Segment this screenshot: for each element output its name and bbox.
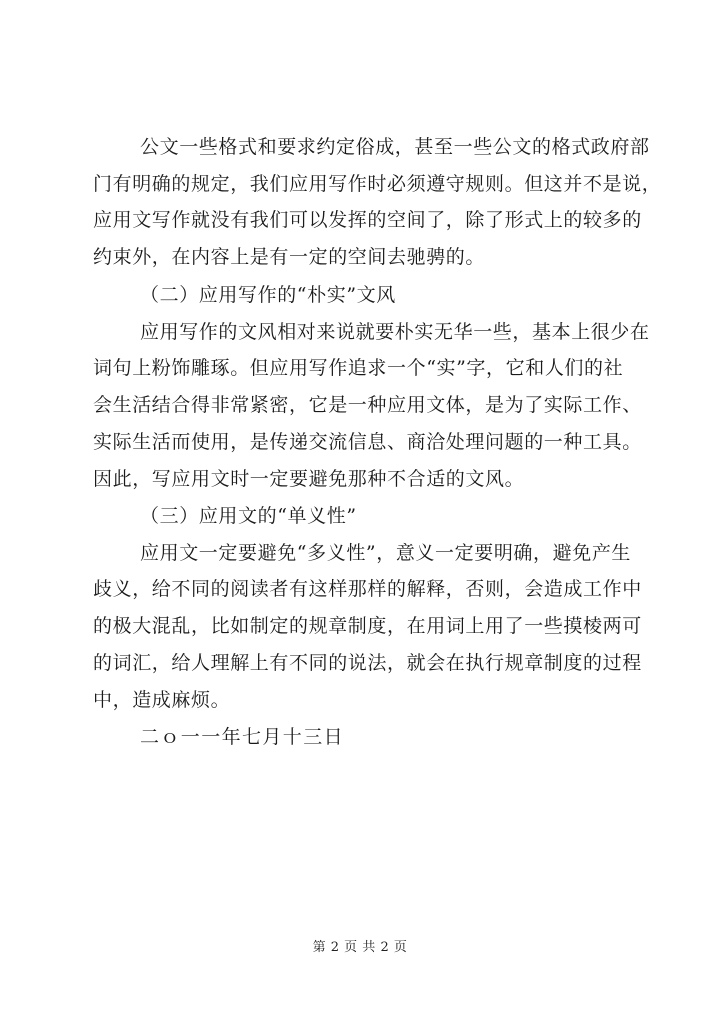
document-date: 二ｏ一一年七月十三日 — [140, 726, 345, 748]
section-heading-2: （二）应用写作的“朴实”文风 — [140, 284, 396, 306]
paragraph-3-line-4: 的词汇，给人理解上有不同的说法，就会在执行规章制度的过程 — [93, 652, 642, 674]
page-footer: 第 2 页 共 2 页 — [312, 940, 408, 955]
paragraph-2-line-4: 实际生活而使用，是传递交流信息、商洽处理问题的一种工具。 — [93, 431, 642, 453]
paragraph-3-line-5: 中，造成麻烦。 — [93, 689, 231, 711]
paragraph-2-line-2: 词句上粉饰雕琢。但应用写作追求一个“实”字，它和人们的社 — [93, 357, 624, 379]
paragraph-1-line-4: 约束外，在内容上是有一定的空间去驰骋的。 — [93, 246, 486, 268]
paragraph-1-line-2: 门有明确的规定，我们应用写作时必须遵守规则。但这并不是说， — [93, 173, 662, 195]
paragraph-2-line-3: 会生活结合得非常紧密，它是一种应用文体，是为了实际工作、 — [93, 394, 642, 416]
paragraph-1-line-3: 应用文写作就没有我们可以发挥的空间了，除了形式上的较多的 — [93, 209, 642, 231]
paragraph-3-line-1: 应用文一定要避免“多义性”，意义一定要明确，避免产生 — [140, 542, 632, 564]
section-heading-3: （三）应用文的“单义性” — [140, 505, 357, 527]
paragraph-2-line-1: 应用写作的文风相对来说就要朴实无华一些，基本上很少在 — [140, 321, 650, 343]
paragraph-1-line-1: 公文一些格式和要求约定俗成，甚至一些公文的格式政府部 — [140, 136, 650, 158]
paragraph-3-line-3: 的极大混乱，比如制定的规章制度，在用词上用了一些摸棱两可 — [93, 615, 642, 637]
paragraph-3-line-2: 歧义，给不同的阅读者有这样那样的解释，否则，会造成工作中 — [93, 578, 642, 600]
paragraph-2-line-5: 因此，写应用文时一定要避免那种不合适的文风。 — [93, 468, 525, 490]
